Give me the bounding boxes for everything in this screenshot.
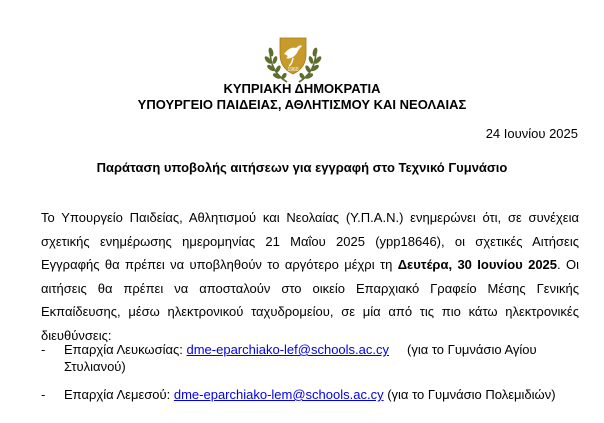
document-subject: Παράταση υποβολής αιτήσεων για εγγραφή στο Τεχνικό Γυμνάσιο [96, 160, 508, 175]
district-email-list [41, 341, 579, 414]
district-label: Επαρχία Λεμεσού: [64, 387, 171, 402]
cyprus-coat-of-arms-icon [262, 24, 324, 86]
district-label: Επαρχία Λευκωσίας: [64, 342, 183, 357]
body-text-part2: . Οι αιτήσεις θα πρέπει να αποσταλούν στο οικείο Επαρχιακό Γραφείο Μέσης Γενικής Εκπαίδευσης, μέσω ηλεκτρονικού ταχυδρομείου, σε μία από τις πιο κάτω ηλεκτρονικές διευθύνσεις: [41, 257, 579, 343]
list-dash: - [41, 342, 46, 357]
list-dash: - [41, 387, 46, 402]
header-country: ΚΥΠΡΙΑΚΗ ΔΗΜΟΚΡΑΤΙΑ [223, 81, 381, 96]
body-paragraph [41, 206, 579, 347]
document-date: 24 Ιουνίου 2025 [485, 126, 578, 141]
deadline-date: Δευτέρα, 30 Ιουνίου 2025 [397, 257, 558, 272]
email-link-lemesos[interactable]: dme-eparchiako-lem@schools.ac.cy [173, 387, 384, 402]
list-item [41, 341, 579, 375]
header-ministry: ΥΠΟΥΡΓΕΙΟ ΠΑΙΔΕΙΑΣ, ΑΘΛΗΤΙΣΜΟΥ ΚΑΙ ΝΕΟΛΑΙΑΣ [137, 97, 467, 112]
district-note: (για το Γυμνάσιο Αγίου Στυλιανού) [64, 342, 537, 374]
list-item [41, 386, 579, 403]
svg-text:1960: 1960 [287, 67, 299, 73]
district-note: (για το Γυμνάσιο Πολεμιδιών) [387, 387, 556, 402]
body-text-part1: Το Υπουργείο Παιδείας, Αθλητισμού και Νεολαίας (Υ.Π.Α.Ν.) ενημερώνει ότι, σε συνέχεια σχετικής ενημέρωσης ημερομηνίας 21 Μαΐου 2025 (ypp18646), οι σχετικές Αιτήσεις Εγγραφής θα πρέπει να υποβληθούν το αργότερο μέχρι τη [41, 210, 579, 272]
email-link-lefkosia[interactable]: dme-eparchiako-lef@schools.ac.cy [186, 342, 390, 357]
